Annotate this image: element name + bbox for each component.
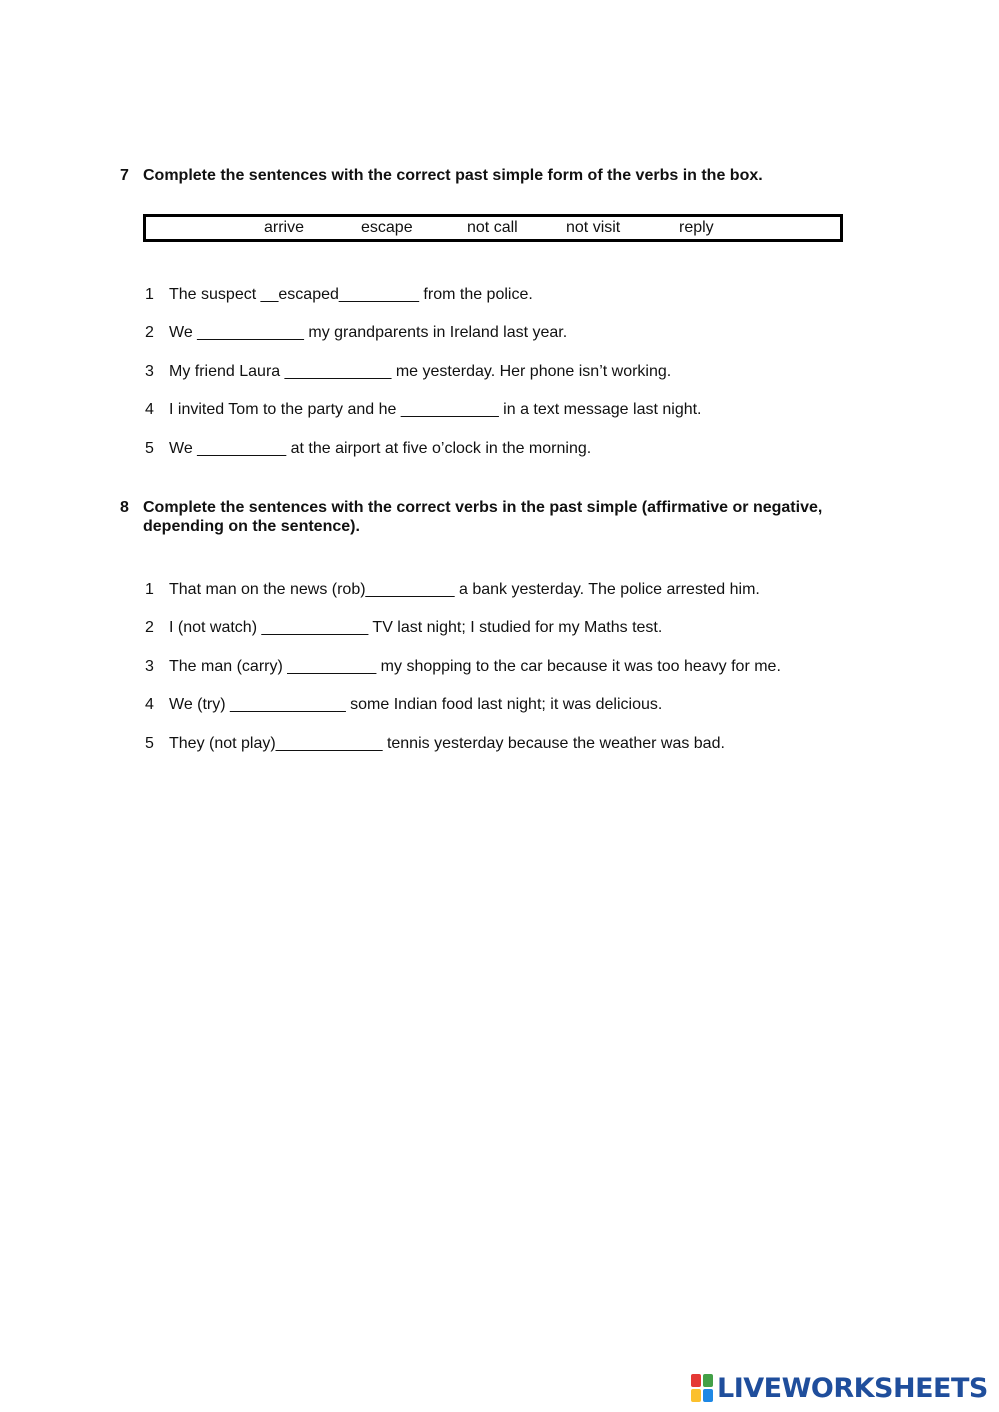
item-number: 5 bbox=[145, 735, 154, 752]
logo-text: LIVEWORKSHEETS bbox=[717, 1372, 988, 1404]
liveworksheets-logo[interactable] bbox=[691, 1372, 988, 1404]
item-number: 2 bbox=[145, 324, 154, 341]
item-text: They (not play)____________ tennis yesterday because the weather was bad. bbox=[169, 735, 725, 752]
exercise-7-number: 7 bbox=[120, 167, 129, 184]
exercise-7-item bbox=[145, 400, 702, 420]
item-number: 5 bbox=[145, 440, 154, 457]
word-box bbox=[143, 214, 843, 242]
item-number: 3 bbox=[145, 658, 154, 675]
exercise-8-item bbox=[145, 695, 662, 715]
item-text: That man on the news (rob)__________ a bank yesterday. The police arrested him. bbox=[169, 581, 760, 598]
logo-square-icon bbox=[703, 1374, 713, 1387]
item-number: 2 bbox=[145, 619, 154, 636]
exercise-8-item bbox=[145, 734, 725, 754]
item-text: We __________ at the airport at five o’clock in the morning. bbox=[169, 440, 592, 457]
item-number: 4 bbox=[145, 696, 154, 713]
exercise-7-item bbox=[145, 285, 533, 305]
word-box-item: arrive bbox=[264, 219, 305, 236]
word-box-item: escape bbox=[361, 219, 413, 236]
logo-square-icon bbox=[691, 1389, 701, 1402]
logo-square-icon bbox=[691, 1374, 701, 1387]
exercise-7-item bbox=[145, 362, 671, 382]
item-number: 1 bbox=[145, 286, 154, 303]
item-number: 3 bbox=[145, 363, 154, 380]
exercise-7-instruction: Complete the sentences with the correct past simple form of the verbs in the box. bbox=[143, 167, 763, 184]
word-box-item: reply bbox=[679, 219, 714, 236]
exercise-7-item bbox=[145, 323, 567, 343]
item-text: We ____________ my grandparents in Ireland last year. bbox=[169, 324, 568, 341]
item-text: I invited Tom to the party and he ___________ in a text message last night. bbox=[169, 401, 702, 418]
exercise-8-item bbox=[145, 618, 662, 638]
exercise-7-item bbox=[145, 439, 591, 459]
item-text: I (not watch) ____________ TV last night; I studied for my Maths test. bbox=[169, 619, 663, 636]
item-number: 4 bbox=[145, 401, 154, 418]
item-text: We (try) _____________ some Indian food last night; it was delicious. bbox=[169, 696, 663, 713]
logo-square-icon bbox=[703, 1389, 713, 1402]
exercise-8-item bbox=[145, 657, 781, 677]
word-box-item: not visit bbox=[566, 219, 621, 236]
item-number: 1 bbox=[145, 581, 154, 598]
item-text: My friend Laura ____________ me yesterday. Her phone isn’t working. bbox=[169, 363, 672, 380]
logo-icon bbox=[691, 1374, 713, 1402]
exercise-8-instruction-line-1: Complete the sentences with the correct verbs in the past simple (affirmative or negative, bbox=[143, 499, 823, 516]
item-text: The suspect __escaped_________ from the police. bbox=[169, 286, 533, 303]
exercise-8-item bbox=[145, 580, 760, 600]
exercise-8-number: 8 bbox=[120, 499, 129, 516]
item-text: The man (carry) __________ my shopping to the car because it was too heavy for me. bbox=[169, 658, 781, 675]
word-box-item: not call bbox=[467, 219, 518, 236]
exercise-8-instruction-line-2: depending on the sentence). bbox=[143, 518, 360, 535]
